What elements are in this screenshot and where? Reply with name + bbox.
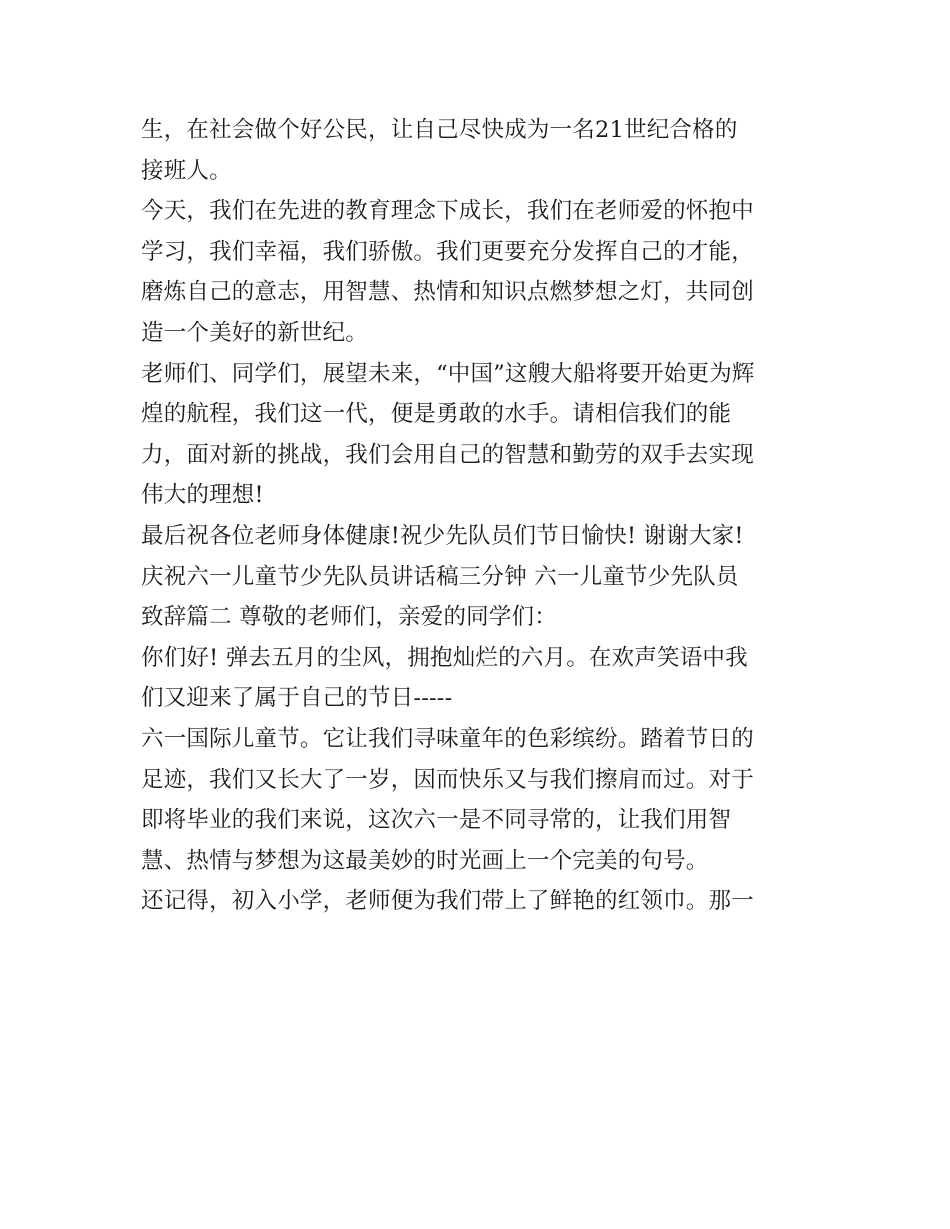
text-line: 造一个美好的新世纪。 <box>141 319 369 346</box>
text-line: 煌的航程，我们这一代，便是勇敢的水手。请相信我们的能 <box>141 401 732 428</box>
text-line: 即将毕业的我们来说，这次六一是不同寻常的，让我们用智 <box>141 807 732 834</box>
document-body <box>141 110 821 922</box>
text-line: 庆祝六一儿童节少先队员讲话稿三分钟 六一儿童节少先队员 <box>141 563 739 590</box>
text-line: 接班人。 <box>141 157 232 184</box>
text-line: 学习，我们幸福，我们骄傲。我们更要充分发挥自己的才能， <box>141 238 754 265</box>
text-line: 伟大的理想! <box>141 482 264 509</box>
text-line: 你们好! 弹去五月的尘风，拥抱灿烂的六月。在欢声笑语中我 <box>141 644 748 671</box>
text-line: 致辞篇二 尊敬的老师们，亲爱的同学们： <box>141 604 557 631</box>
text-line: 生，在社会做个好公民，让自己尽快成为一名21世纪合格的 <box>141 117 738 143</box>
text-line: 们又迎来了属于自己的节日----- <box>141 685 453 712</box>
text-line: 磨炼自己的意志，用智慧、热情和知识点燃梦想之灯，共同创 <box>141 279 754 306</box>
text-line: 最后祝各位老师身体健康!祝少先队员们节日愉快! 谢谢大家! <box>141 522 744 549</box>
text-line: 还记得，初入小学，老师便为我们带上了鲜艳的红领巾。那一 <box>141 888 754 915</box>
text-line: 六一国际儿童节。它让我们寻味童年的色彩缤纷。踏着节日的 <box>141 725 754 752</box>
text-line: 老师们、同学们，展望未来，“中国”这艘大船将要开始更为辉 <box>141 360 755 387</box>
text-line: 足迹，我们又长大了一岁，因而快乐又与我们擦肩而过。对于 <box>141 766 754 793</box>
text-line: 力，面对新的挑战，我们会用自己的智慧和勤劳的双手去实现 <box>141 441 754 468</box>
text-line: 慧、热情与梦想为这最美妙的时光画上一个完美的句号。 <box>141 847 709 874</box>
text-line: 今天，我们在先进的教育理念下成长，我们在老师爱的怀抱中 <box>141 198 754 225</box>
